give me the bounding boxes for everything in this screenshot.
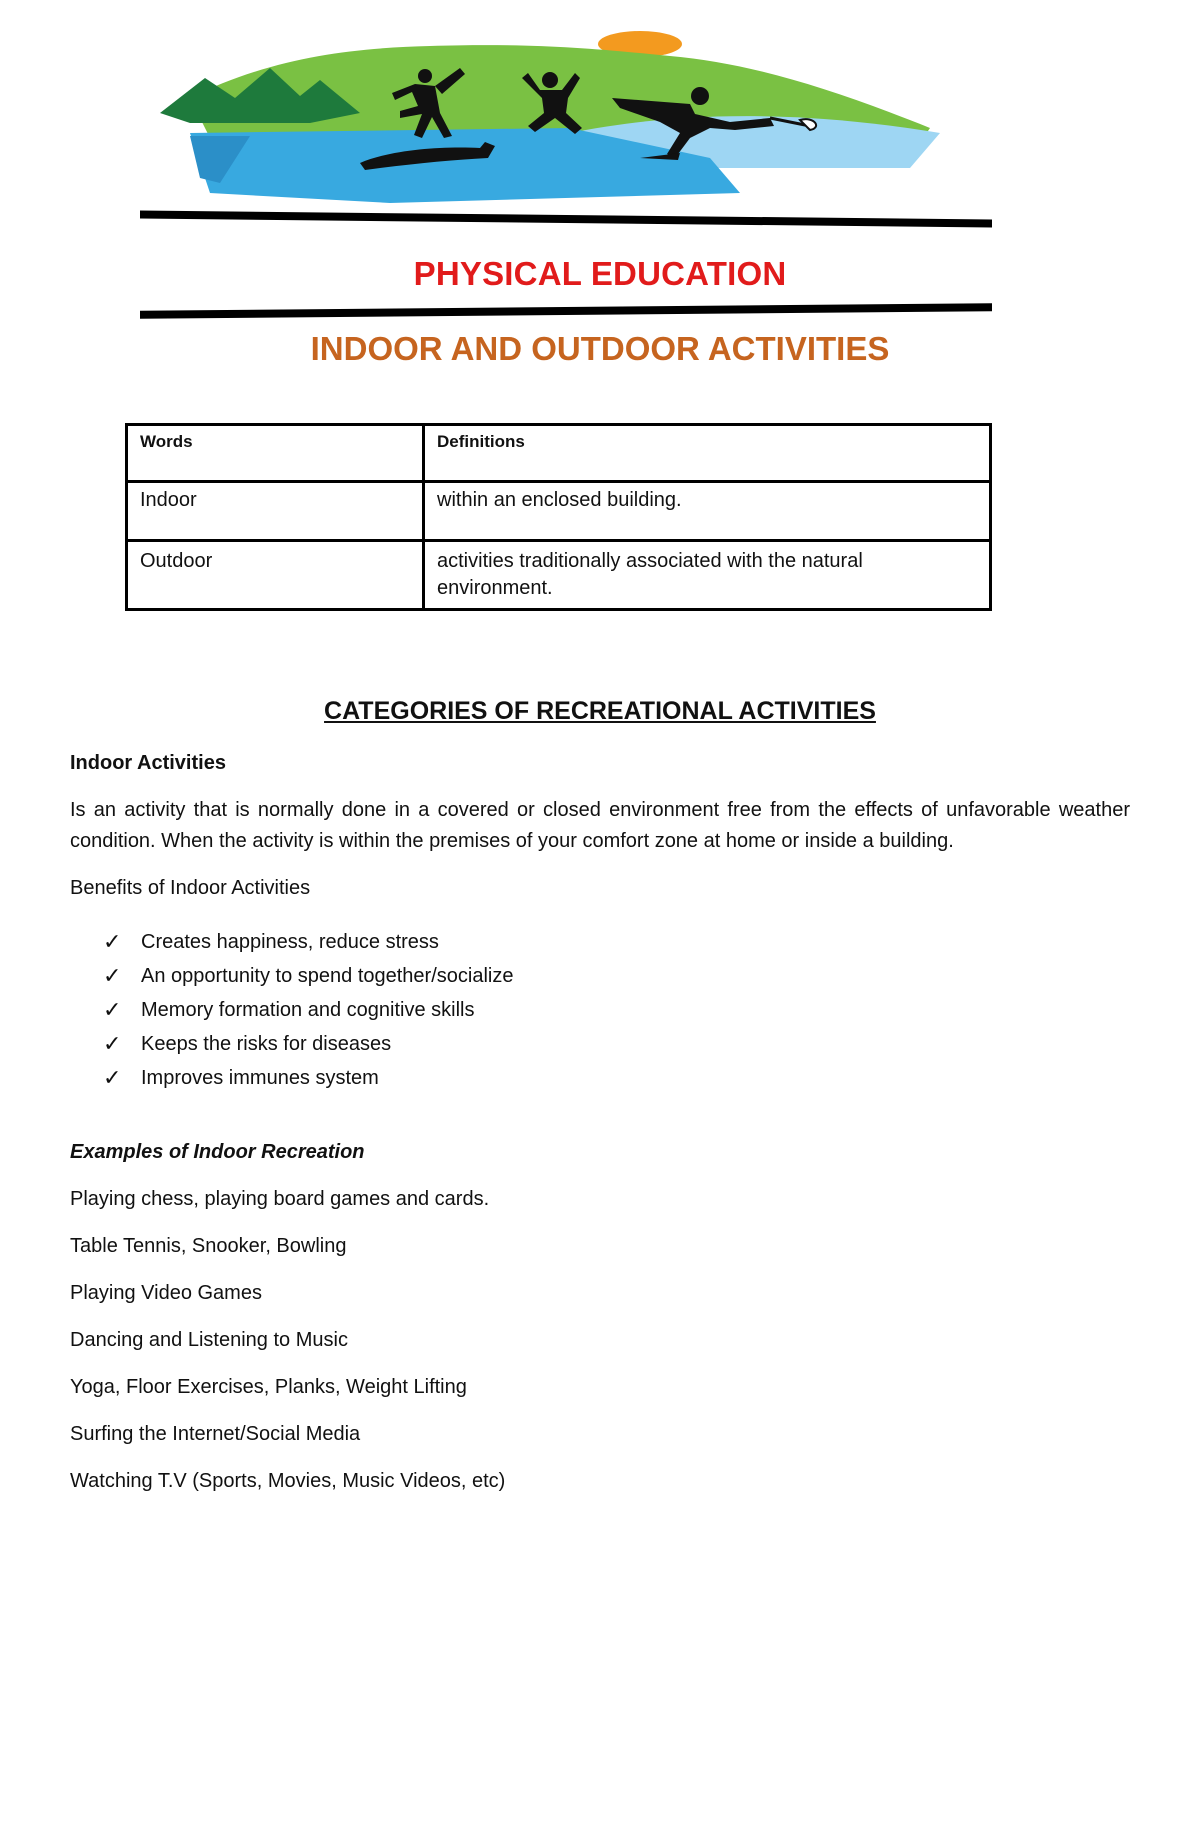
page-subtitle: INDOOR AND OUTDOOR ACTIVITIES <box>310 330 890 367</box>
benefit-text: Improves immunes system <box>141 1066 379 1089</box>
table-header-row <box>127 425 991 482</box>
table-cell-word: Indoor <box>127 482 424 541</box>
list-item <box>103 925 513 959</box>
table-cell-definition: activities traditionally associated with the natural environment. <box>424 541 991 610</box>
table-row <box>127 482 991 541</box>
section-title: CATEGORIES OF RECREATIONAL ACTIVITIES <box>324 697 876 725</box>
benefit-text: Keeps the risks for diseases <box>141 1032 392 1055</box>
example-item: Playing Video Games <box>70 1282 262 1304</box>
table-header-definitions: Definitions <box>424 425 991 482</box>
example-item: Table Tennis, Snooker, Bowling <box>70 1235 347 1257</box>
list-item <box>103 959 513 993</box>
check-icon: ✓ <box>103 929 122 954</box>
table-cell-definition: within an enclosed building. <box>424 482 991 541</box>
example-item: Surfing the Internet/Social Media <box>70 1423 361 1445</box>
benefits-list <box>103 925 513 1095</box>
check-icon: ✓ <box>103 1065 122 1090</box>
example-item: Dancing and Listening to Music <box>70 1329 348 1351</box>
table-row <box>127 541 991 610</box>
check-icon: ✓ <box>103 963 122 988</box>
definitions-table <box>125 423 992 611</box>
table-cell-word: Outdoor <box>127 541 424 610</box>
example-item: Yoga, Floor Exercises, Planks, Weight Lifting <box>70 1376 467 1398</box>
indoor-paragraph: Is an activity that is normally done in a covered or closed environment free from the effects of unfavorable weather condition. When the activity is within the premises of your comfort zone at home or inside a building. <box>70 799 1130 852</box>
benefit-text: An opportunity to spend together/socialize <box>141 964 514 987</box>
table-header-words: Words <box>127 425 424 482</box>
examples-heading: Examples of Indoor Recreation <box>70 1141 365 1163</box>
example-item: Watching T.V (Sports, Movies, Music Videos, etc) <box>70 1470 506 1492</box>
list-item <box>103 993 513 1027</box>
example-item: Playing chess, playing board games and cards. <box>70 1188 490 1210</box>
benefit-text: Creates happiness, reduce stress <box>141 930 439 953</box>
list-item <box>103 1061 513 1095</box>
page-title: PHYSICAL EDUCATION <box>413 255 787 292</box>
indoor-heading: Indoor Activities <box>70 752 226 774</box>
list-item <box>103 1027 513 1061</box>
benefits-heading: Benefits of Indoor Activities <box>70 877 311 899</box>
check-icon: ✓ <box>103 997 122 1022</box>
pe-activities-logo-icon <box>150 18 990 218</box>
bottom-divider <box>140 303 992 318</box>
check-icon: ✓ <box>103 1031 122 1056</box>
benefit-text: Memory formation and cognitive skills <box>141 998 475 1021</box>
